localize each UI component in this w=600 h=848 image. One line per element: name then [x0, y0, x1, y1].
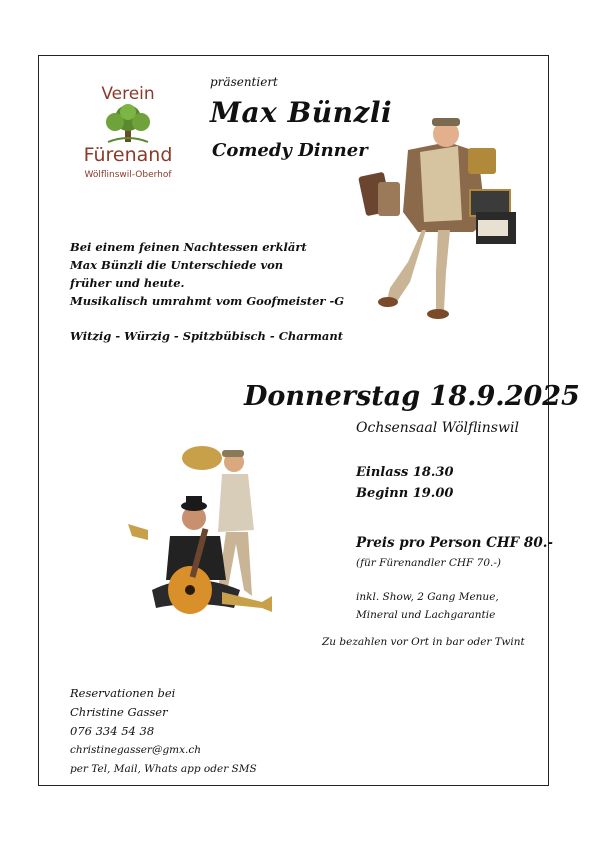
intro-line: Max Bünzli die Unterschiede von	[70, 258, 284, 272]
intro-line: Bei einem feinen Nachtessen erklärt	[70, 240, 307, 254]
logo-line-place: Wölflinswil-Oberhof	[84, 170, 172, 180]
event-date: Donnerstag 18.9.2025	[244, 381, 580, 412]
page-subtitle: Comedy Dinner	[212, 140, 368, 161]
club-logo	[66, 80, 190, 190]
reservation-label: Reservationen bei	[70, 686, 176, 700]
contact-name: Christine Gasser	[70, 705, 168, 719]
contact-channels: per Tel, Mail, Whats app oder SMS	[70, 763, 257, 775]
payment-note: Zu bezahlen vor Ort in bar oder Twint	[322, 636, 525, 648]
included-line: inkl. Show, 2 Gang Menue,	[356, 591, 499, 603]
start-time: Beginn 19.00	[356, 486, 454, 501]
logo-line-verein: Verein	[101, 84, 155, 104]
included-line: Mineral und Lachgarantie	[356, 609, 496, 621]
doors-time: Einlass 18.30	[356, 465, 454, 480]
tree-icon	[98, 104, 158, 144]
performer-photo	[358, 112, 523, 324]
contact-email[interactable]: christinegasser@gmx.ch	[70, 744, 202, 756]
member-price: (für Fürenandler CHF 70.-)	[356, 557, 501, 569]
presents-label: präsentiert	[210, 75, 278, 89]
intro-paragraph	[70, 238, 344, 310]
logo-line-fuerenand: Fürenand	[83, 144, 173, 166]
price: Preis pro Person CHF 80.-	[356, 535, 554, 551]
reservation-contact	[70, 684, 257, 779]
included-items	[356, 588, 499, 624]
intro-line: früher und heute.	[70, 276, 185, 290]
event-venue: Ochsensaal Wölflinswil	[356, 420, 519, 436]
page-title: Max Bünzli	[210, 96, 393, 129]
event-times	[356, 462, 454, 504]
intro-line: Musikalisch umrahmt vom Goofmeister -G	[70, 294, 345, 308]
musicians-photo	[122, 440, 287, 625]
contact-phone[interactable]: 076 334 54 38	[70, 724, 155, 738]
tagline: Witzig - Würzig - Spitzbübisch - Charmant	[70, 329, 344, 343]
